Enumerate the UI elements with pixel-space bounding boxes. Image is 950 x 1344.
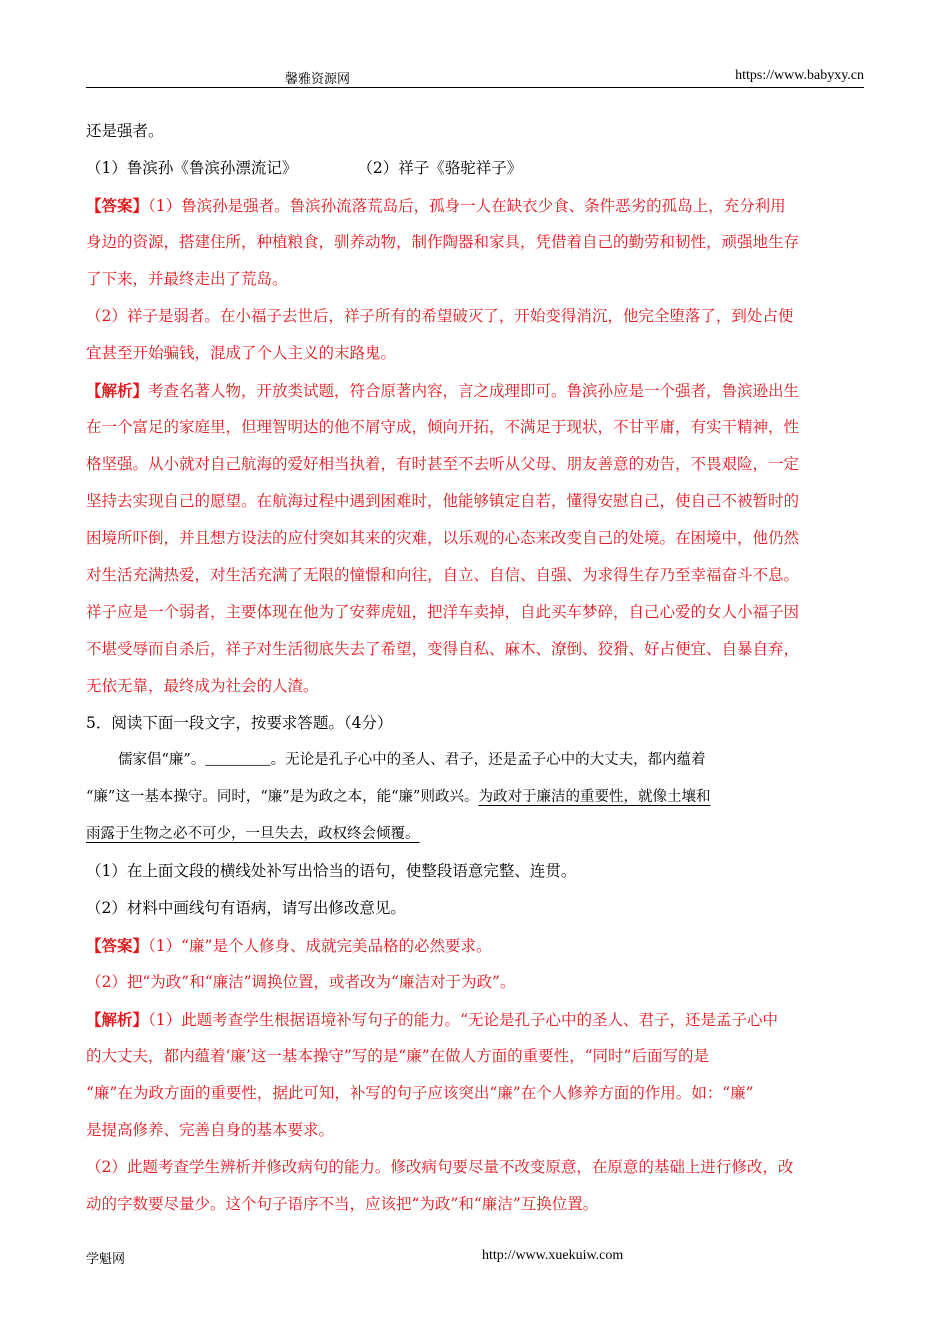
q5-title: 5．阅读下面一段文字，按要求答题。（4分） <box>86 714 393 732</box>
q4-answer-text: （1）鲁滨孙是强者。鲁滨孙流落荒岛后，孤身一人在缺衣少食、条件恶劣的孤岛上，充分利用 <box>148 197 786 215</box>
page-content <box>86 113 864 1223</box>
q5-passage-text: 儒家倡“廉”。 <box>118 752 206 768</box>
q4-analysis-line: 坚持去实现自己的愿望。在航海过程中遇到困难时，他能够镇定自若，懂得安慰自己，使自己不被暂时的 <box>86 492 800 510</box>
q5-underlined-sentence: 雨露于生物之必不可少，一旦失去，政权终会倾覆。 <box>86 826 420 842</box>
footer-site-name: 学魁网 <box>86 1252 126 1267</box>
q4-options <box>86 150 864 187</box>
footer-url[interactable]: http://www.xuekuiw.com <box>482 1248 624 1263</box>
q4-answer-line: 了下来，并最终走出了荒岛。 <box>86 270 288 288</box>
q4-continuation: 还是强者。 <box>86 122 164 140</box>
q5-fill-blank: _________ <box>205 752 271 768</box>
q5-analysis-line: 的大丈夫，都内蕴着‘廉’这一基本操守”写的是“廉”在做人方面的重要性，“同时”后面写的是 <box>86 1047 709 1065</box>
q5-passage-line <box>86 779 864 816</box>
q5-passage-line <box>86 742 864 779</box>
q4-analysis-line: 困境所吓倒，并且想方设法的应付突如其来的灾难，以乐观的心态来改变自己的处境。在困境中，他仍然 <box>86 529 800 547</box>
header-site-name: 馨雅资源网 <box>285 72 351 87</box>
q4-analysis-line: 对生活充满热爱，对生活充满了无限的憧憬和向往，自立、自信、自强、为求得生存乃至幸福奋斗不息。 <box>86 566 800 584</box>
q5-analysis-line <box>86 1001 864 1038</box>
q4-analysis-line <box>86 372 864 409</box>
q5-analysis-text: （1）此题考查学生根据语境补写句子的能力。“无论是孔子心中的圣人、君子，还是孟子心中 <box>148 1011 779 1029</box>
q4-analysis-line: 无依无靠，最终成为社会的人渣。 <box>86 677 319 695</box>
header-url[interactable]: https://www.babyxy.cn <box>735 68 864 83</box>
q5-analysis-tag: 【解析】 <box>86 1010 149 1029</box>
q4-analysis-line: 格坚强。从小就对自己航海的爱好相当执着，有时甚至不去听从父母、朋友善意的劝告，不畏艰险，一定 <box>86 455 800 473</box>
q5-subquestion-2: （2）材料中画线句有语病，请写出修改意见。 <box>86 899 406 917</box>
q4-answer-line: 身边的资源，搭建住所，种植粮食，驯养动物，制作陶器和家具，凭借着自己的勤劳和韧性，顽强地生存 <box>86 233 800 251</box>
q4-option-1: （1）鲁滨孙《鲁滨孙漂流记》 <box>86 159 298 177</box>
q4-answer-line <box>86 187 864 224</box>
q5-passage-text: “廉”这一基本操守。同时，“廉”是为政之本，能“廉”则政兴。 <box>86 789 479 805</box>
q4-analysis-line: 在一个富足的家庭里，但理智明达的他不屑守成，倾向开拓，不满足于现状，不甘平庸，有实干精神，性 <box>86 418 800 436</box>
q5-answer-line <box>86 927 864 964</box>
q4-analysis-line: 不堪受辱而自杀后，祥子对生活彻底失去了希望，变得自私、麻木、潦倒、狡猾、好占便宜、自暴自弃， <box>86 640 800 658</box>
q5-analysis-line: （2）此题考查学生辨析并修改病句的能力。修改病句要尽量不改变原意，在原意的基础上进行修改，改 <box>86 1158 794 1176</box>
q5-passage-line <box>86 816 864 853</box>
q5-underlined-sentence: 为政对于廉洁的重要性，就像土壤和 <box>478 789 711 805</box>
header-divider <box>86 87 864 88</box>
q5-analysis-line: “廉”在为政方面的重要性，据此可知，补写的句子应该突出“廉”在个人修养方面的作用。如：“廉” <box>86 1084 754 1102</box>
q4-option-2: （2）祥子《骆驼祥子》 <box>357 159 523 177</box>
q5-answer-tag: 【答案】 <box>86 936 149 955</box>
q4-analysis-line: 祥子应是一个弱者，主要体现在他为了安葬虎妞，把洋车卖掉，自此买车梦碎，自己心爱的女人小福子因 <box>86 603 800 621</box>
q4-answer-line: 宜甚至开始骗钱，混成了个人主义的末路鬼。 <box>86 344 397 362</box>
q4-answer-tag: 【答案】 <box>86 196 149 215</box>
q5-passage-text: 。无论是孔子心中的圣人、君子，还是孟子心中的大丈夫，都内蕴着 <box>270 752 706 768</box>
q5-analysis-line: 动的字数要尽量少。这个句子语序不当，应该把“为政”和“廉洁”互换位置。 <box>86 1195 599 1213</box>
q4-analysis-text: 考查名著人物，开放类试题，符合原著内容，言之成理即可。鲁滨孙应是一个强者，鲁滨逊出生 <box>148 382 800 400</box>
q5-answer-line: （2）把“为政”和“廉洁”调换位置，或者改为“廉洁对于为政”。 <box>86 973 516 991</box>
q4-answer-line: （2）祥子是弱者。在小福子去世后，祥子所有的希望破灭了，开始变得消沉，他完全堕落了，到处占便 <box>86 307 794 325</box>
q4-analysis-tag: 【解析】 <box>86 381 149 400</box>
q5-subquestion-1: （1）在上面文段的横线处补写出恰当的语句，使整段语意完整、连贯。 <box>86 862 577 880</box>
q5-answer-text: （1）“廉”是个人修身、成就完美品格的必然要求。 <box>148 937 492 955</box>
q5-analysis-line: 是提高修养、完善自身的基本要求。 <box>86 1121 335 1139</box>
